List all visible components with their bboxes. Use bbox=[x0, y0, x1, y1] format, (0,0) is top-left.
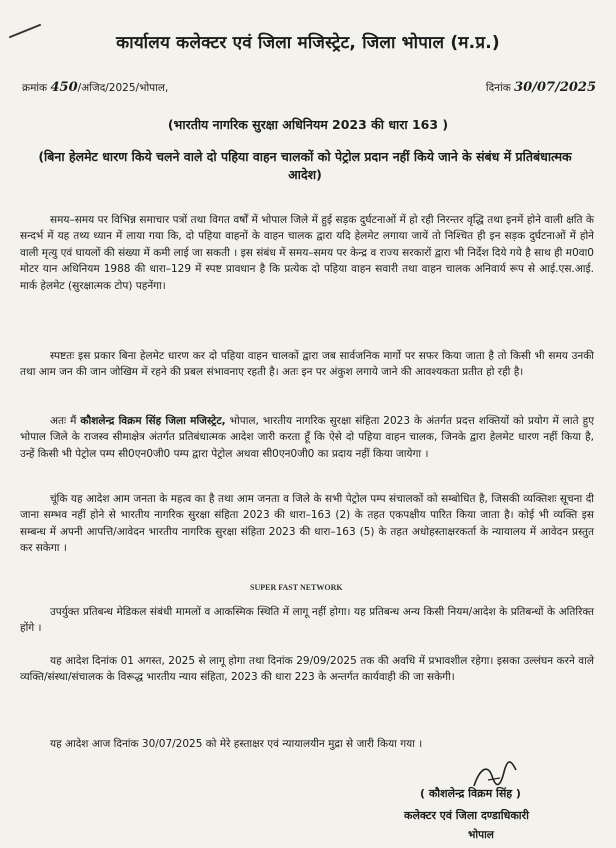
reference-date bbox=[486, 80, 596, 95]
section-title: (भारतीय नागरिक सुरक्षा अधिनियम 2023 की धारा 163 ) bbox=[167, 117, 449, 132]
paragraph-validity: यह आदेश दिनांक 01 अगस्त, 2025 से लागू होगा तथा दिनांक 29/09/2025 तक की अवधि में प्रभावशील रहेगा। इसका उल्लंघन करने वाले व्यक्ति/संस्था/संचालक के विरूद्ध भारतीय न्याय संहिता, 2023 की धारा 223 के अन्तर्गत कार्यवाही की जा सकेगी। bbox=[20, 655, 594, 684]
reference-suffix: /अजिद/2025/भोपाल, bbox=[77, 82, 169, 94]
magistrate-name: कौशलेन्द्र विक्रम सिंह जिला मजिस्ट्रेट, bbox=[80, 415, 226, 427]
reference-number bbox=[22, 80, 168, 95]
paragraph-background: समय–समय पर विभिन्न समाचार पत्रों तथा विगत वर्षों में भोपाल जिले में हुई सड़क दुर्घटनाओं में हो रही निरन्तर वृद्धि तथा इनमें होने वाली क्षति के सन्दर्भ में यह तथ्य ध्यान में लाया गया कि, दो पहिया वाहनों के वाहन चालक द्वारा यदि हेलमेट लगाया जायें तो निश्चित ही इन सड़क दुर्घटनाओं में होने वाली मृत्यु एवं घायलों की संख्या में कमी लाई जा सकती । इस संबंध में समय–समय पर केन्द्र व राज्य सरकारों द्वारा भी निर्देश दिये गये है साथ ही म0वा0 मोटर यान अधिनियम 1988 की धारा–129 में स्पष्ट प्रावधान है कि प्रत्येक दो पहिया वाहन सवारी तथा वाहन चालक अनिवार्य रूप से आई.एस.आई. मार्क हेलमेट (सुरक्षात्मक टोप) पहनेंगा। bbox=[20, 214, 594, 292]
signatory-city: भोपाल bbox=[468, 829, 494, 841]
watermark-text: SUPER FAST NETWORK bbox=[250, 583, 343, 592]
reference-handwritten-number: 450 bbox=[50, 80, 78, 95]
reference-prefix: क्रमांक bbox=[22, 82, 48, 94]
order-body: भोपाल, भारतीय नागरिक सुरक्षा संहिता 2023 के अंतर्गत प्रदत्त शक्तियों को प्रयोग में लाते हुए भोपाल जिले के राजस्व सीमाक्षेत्र अंतर्गत प्रतिबंधात्मक आदेश जारी करता हूँ कि ऐसे दो पहिया वाहन चालक, जिनके द्वारा हेलमेट धारण नहीं किया है, उन्हें किसी भी पेट्रोल पम्प सी0एन0जी0 पम्प द्वारा पेट्रोल अथवा सी0एन0जी0 का प्रदाय नहीं किया जायेगा । bbox=[20, 415, 595, 460]
paragraph-issue: यह आदेश आज दिनांक 30/07/2025 को मेरे हस्ताक्षर एवं न्यायालयीन मुद्रा से जारी किया गया । bbox=[50, 738, 423, 750]
subject-line: (बिना हेलमेट धारण किये चलने वाले दो पहिया वाहन चालकों को पेट्रोल प्रदान नहीं किये जाने के संबंध में प्रतिबंधात्मक आदेश) bbox=[38, 149, 572, 182]
order-lead: अतः मैं bbox=[50, 415, 77, 427]
date-value: 30/07/2025 bbox=[514, 80, 596, 95]
paragraph-order bbox=[20, 413, 594, 462]
office-header: कार्यालय कलेक्टर एवं जिला मजिस्ट्रेट, जिला भोपाल (म.प्र.) bbox=[116, 33, 500, 53]
paragraph-risk: स्पष्टतः इस प्रकार बिना हेलमेट धारण कर दो पहिया वाहन चालकों द्वारा जब सार्वजनिक मार्गो पर सफर किया जाता है तो किसी भी समय उनकी तथा आम जन की जान जोखिम में रहने की प्रबल संभावनाए रहती है। अतः इन पर अंकुश लगाये जाने की आवश्यकता प्रतीत हो रही है। bbox=[20, 350, 594, 379]
date-label: दिनांक bbox=[485, 82, 511, 94]
signatory-designation: कलेक्टर एवं जिला दण्डाधिकारी bbox=[404, 809, 530, 822]
signatory-name: ( कौशलेन्द्र विक्रम सिंह ) bbox=[420, 787, 521, 800]
paragraph-ex-parte: चूंकि यह आदेश आम जनता के महत्व का है तथा आम जनता व जिले के सभी पेट्रोल पम्प संचालकों को सम्बोधित है, जिसकी व्यक्तिशः सूचना दी जाना सम्भव नहीं होने से भारतीय नागरिक सुरक्षा संहिता 2023 की धारा–163 (2) के तहत एकपक्षीय पारित किया जाता है। कोई भी व्यक्ति इस सम्बन्ध में अपनी आपत्ति/आवेदन भारतीय नागरिक सुरक्षा संहिता 2023 की धारा–163 (5) के तहत अधोहस्ताक्षरकर्ता के न्यायालय में आवेदन प्रस्तुत कर सकेगा । bbox=[20, 493, 594, 555]
paragraph-exemption: उपर्युक्त प्रतिबन्ध मेडिकल संबंधी मामलों व आकस्मिक स्थिति में लागू नहीं होगा। यह प्रतिबन्ध अन्य किसी नियम/आदेश के प्रतिबन्धों के अतिरिक्त होंगे । bbox=[20, 606, 594, 635]
